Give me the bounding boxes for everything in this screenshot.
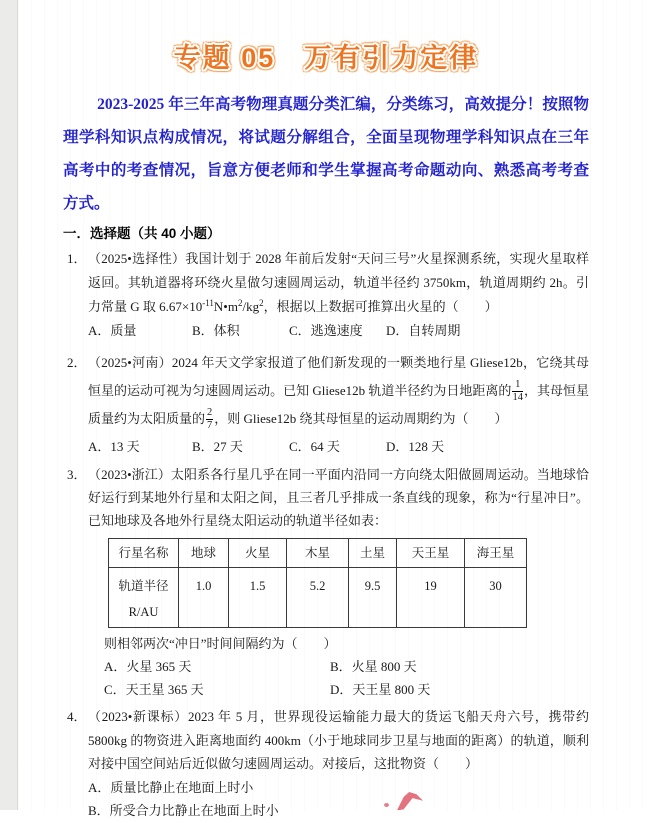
orbit-radius-table — [108, 538, 527, 628]
superscript: -11 — [202, 298, 214, 308]
question-1-stem: （2025•选择性）我国计划于 2028 年前后发射“天问三号”火星探测系统，实现火星取样返回。其轨道器将环绕火星做匀速圆周运动，轨道半径约 3750km，轨道周期约 2h。引力常量 G 取 $6.67\times 10^{-11}N•m^2/kg^2$，根据以上数据可推算出火星的（ ） — [88, 251, 589, 314]
viewer-gutter — [0, 0, 18, 810]
question-1 — [63, 247, 589, 343]
table-cell: 地球 — [179, 539, 229, 568]
question-3-followup: 则相邻两次“冲日”时间间隔约为（ ） — [104, 636, 337, 651]
question-1-options — [88, 319, 589, 343]
document-page — [18, 0, 647, 818]
table-row — [109, 539, 527, 568]
question-4-options — [88, 776, 589, 823]
question-2 — [63, 349, 589, 461]
answer-option: B．27 天 — [192, 439, 243, 454]
table-cell: 木星 — [287, 539, 349, 568]
table-cell: 30 — [465, 568, 527, 628]
question-2-options — [88, 433, 589, 461]
page-content — [18, 40, 647, 823]
intro-paragraph: 2023-2025 年三年高考物理真题分类汇编，分类练习，高效提分！按照物理学科知识点构成情况，将试题分解组合，全面呈现物理学科知识点在三年高考中的考查情况，旨意方便老师和学生掌握高考命题动向、熟悉高考考查方式。 — [63, 96, 589, 212]
answer-option: B．体积 — [192, 323, 240, 338]
answer-option: A．质量比静止在地面上时小 — [88, 779, 254, 795]
answer-option: A．火星 365 天 — [104, 659, 192, 674]
question-4-stem: （2023•新课标）2023 年 5 月，世界现役运输能力最大的货运飞船天舟六号，携带约 5800kg 的物资进入距离地面约 400km（小于地球同步卫星与地面的距离）的轨道，顺利对接中国空间站后近似做匀速圆周运动。对接后，这批物资（ ） — [88, 709, 589, 771]
page-title: 专题 05 万有引力定律 — [173, 43, 479, 73]
table-cell: 1.5 — [229, 568, 287, 628]
answer-option: A．质量 — [88, 323, 137, 338]
superscript: 2 — [259, 298, 264, 308]
table-cell: 轨道半径 R/AU — [109, 568, 179, 628]
question-2-number: 2． — [67, 355, 87, 370]
answer-option: B．火星 800 天 — [330, 659, 417, 674]
question-3-stem: （2023•浙江）太阳系各行星几乎在同一平面内沿同一方向绕太阳做圆周运动。当地球恰好运行到某地外行星和太阳之间，且三者几乎排成一条直线的现象，称为“行星冲日”。已知地球及各地外行星绕太阳运动的轨道半径如表： — [88, 467, 589, 528]
table-cell: 天王星 — [397, 539, 465, 568]
question-1-number: 1． — [67, 251, 87, 266]
question-4-number: 4． — [67, 709, 87, 724]
table-cell: 19 — [397, 568, 465, 628]
question-3-options — [104, 655, 589, 701]
question-3 — [63, 463, 589, 701]
section-heading: 一．选择题（共 40 小题） — [63, 226, 221, 241]
question-2-stem: （2025•河南）2024 年天文学家报道了他们新发现的一颗类地行星 Gliese12b，它绕其母恒星的运动可视为匀速圆周运动。已知 Gliese12b 轨道半径约为日地距离的 $\frac{1}{14}$ ，其母恒星质量约为太阳质量的 $\frac{2}{7}$ ，则 Gliese12b 绕其母恒星的运动周期约为（ ） — [88, 355, 589, 432]
answer-option: C．64 天 — [289, 439, 340, 454]
answer-option: C．天王星 365 天 — [104, 682, 204, 697]
table-row — [109, 568, 527, 628]
answer-option: D．自转周期 — [386, 323, 461, 338]
answer-option: B．所受合力比静止在地面上时小 — [88, 803, 279, 818]
answer-option: D．天王星 800 天 — [330, 682, 431, 697]
answer-option: A．13 天 — [88, 439, 140, 454]
table-cell: 5.2 — [287, 568, 349, 628]
table-cell: 海王星 — [465, 539, 527, 568]
answer-option: C．逃逸速度 — [289, 323, 363, 338]
table-cell: 火星 — [229, 539, 287, 568]
red-stamp-dot — [384, 803, 389, 807]
table-cell: 行星名称 — [109, 539, 179, 568]
table-cell: 9.5 — [349, 568, 397, 628]
table-cell: 土星 — [349, 539, 397, 568]
superscript: 2 — [237, 298, 243, 308]
table-cell: 1.0 — [179, 568, 229, 628]
question-4 — [63, 705, 589, 823]
answer-option: D．128 天 — [386, 439, 445, 454]
fraction: $\frac{2}{7}$ — [207, 407, 213, 432]
question-3-number: 3． — [67, 467, 87, 482]
fraction: $\frac{1}{14}$ — [512, 379, 523, 404]
